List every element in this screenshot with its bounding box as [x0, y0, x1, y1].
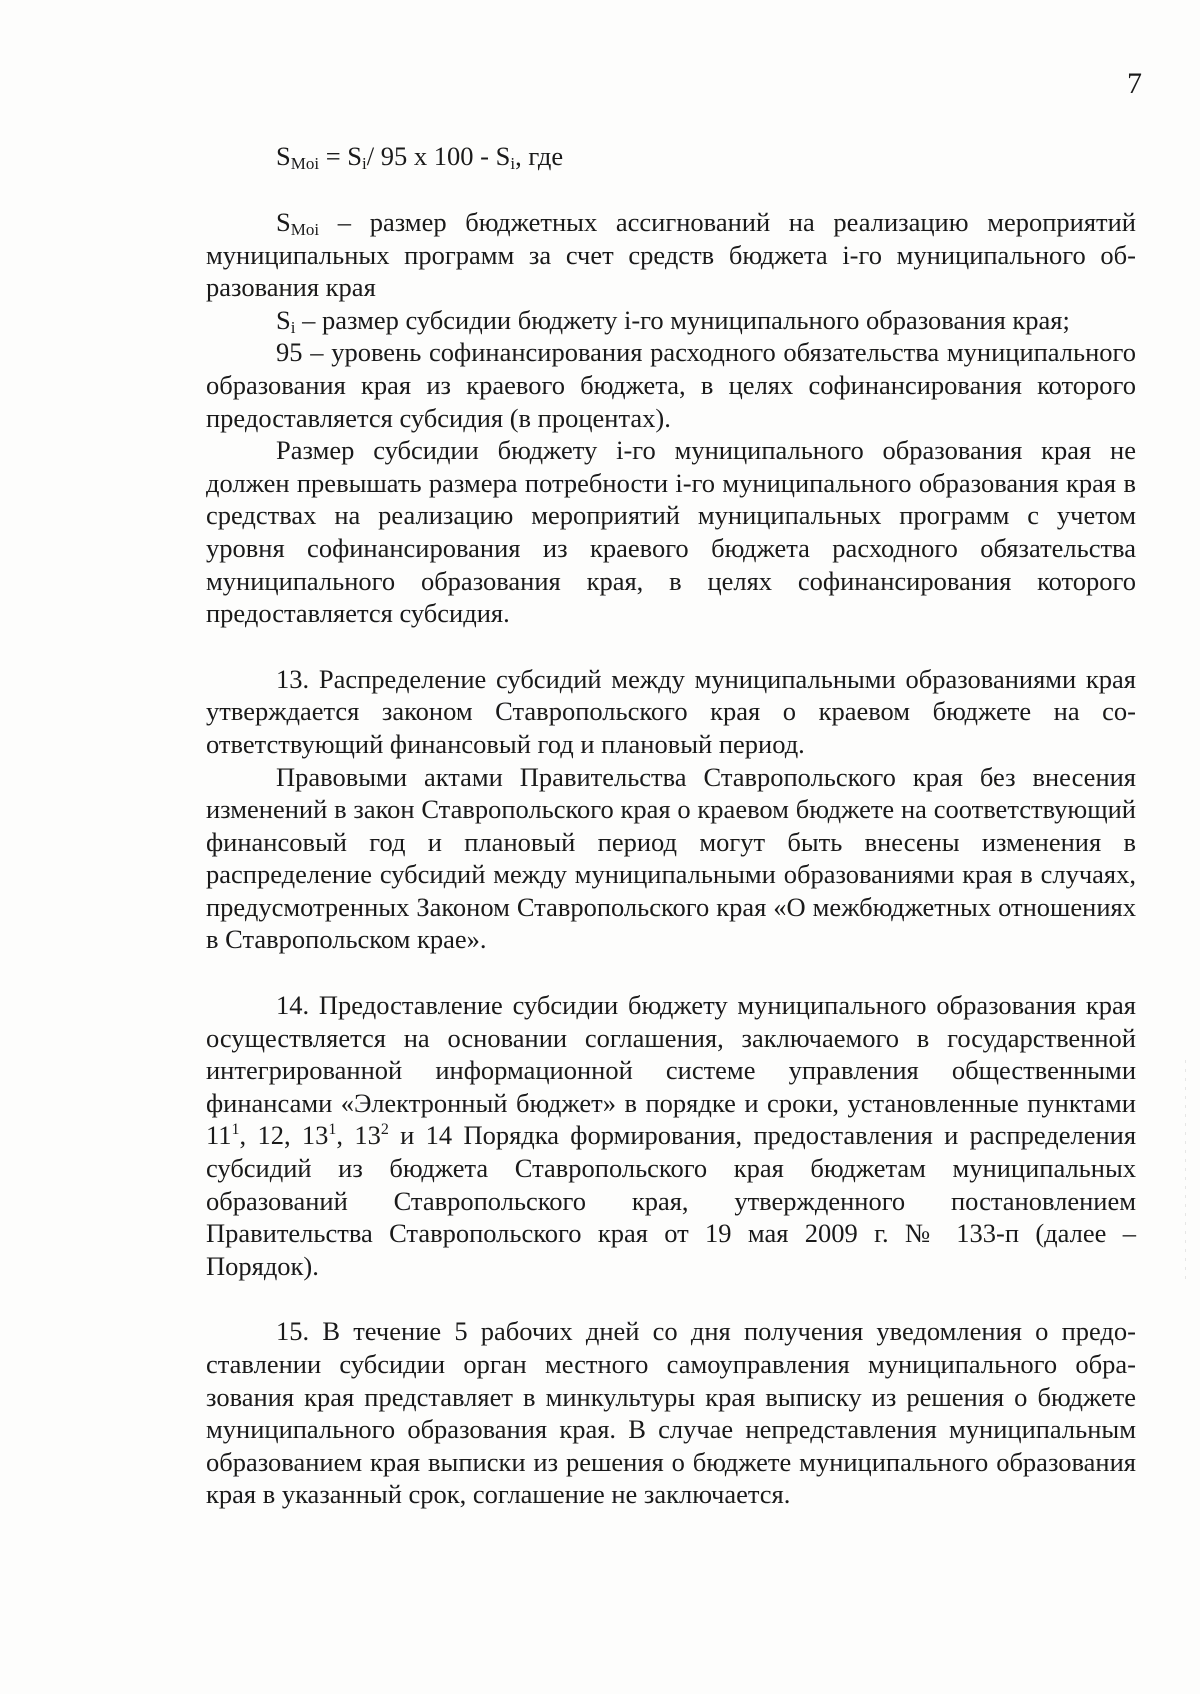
formula-s-symbol: S [276, 141, 291, 171]
paragraph-13: 13. Распределение субсидий между муниципальными образованиями края утверждается законом Ставропольского края о краевом бюджете на соответствующий финансовый год и плановый период. [206, 663, 1136, 759]
scan-artifact [1185, 1060, 1186, 1280]
superscript-11-1: 1 [231, 1121, 240, 1139]
paragraph-15: 15. В течение 5 рабочих дней со дня получения уведомления о предоставлении субсидии орган местного самоуправления муниципального образования края представляет в минкультуры края выписку из решения о бюджете муниципального образования края. В случае непредставления муниципальным образованием края выписки из решения о бюджете муниципального образования края в указанный срок, соглашение не заключается. [206, 1316, 1136, 1510]
page-number: 7 [1127, 67, 1142, 100]
formula-line [276, 140, 1136, 173]
paragraph-14 [206, 989, 1136, 1282]
paragraph-14-part-a: 14. Предоставление субсидии бюджету муниципального образования края осуществляется на основании соглашения, заключаемого в государственной интегрированной информационной системе управления общественными финансами «Электронный бюджет» в порядке и сроки, установленные пунктами 11 [206, 990, 1136, 1151]
definition-smoi [206, 206, 1136, 304]
definition-si-symbol: S [276, 304, 291, 335]
formula-expression: / 95 x 100 - S [366, 141, 511, 171]
paragraph-14-part-b: , 12, 13 [239, 1120, 329, 1151]
formula-si-subscript-2: i [510, 154, 516, 173]
definition-smoi-subscript: Moi [290, 220, 320, 239]
document-body [206, 140, 1136, 1511]
definition-smoi-text: – размер бюджетных ассигнований на реализацию мероприятий муниципальных программ за счет средств бюджета i-го муниципального образования края [206, 207, 1136, 303]
formula-si-subscript: i [362, 154, 367, 173]
paragraph-subsidy-size: Размер субсидии бюджету i-го муниципального образования края не должен превышать размера потребности i-го муниципального образования края в средствах на реализацию мероприятий муниципальных программ с учетом уровня софинансирования из краевого бюджета расходного обязательства муниципального образования края, в целях софинансирования которого предоставляется субсидия. [206, 435, 1136, 629]
formula-tail: , где [515, 141, 564, 171]
definition-si-subscript: i [290, 317, 296, 337]
definition-si [206, 304, 1136, 337]
formula-equals: = S [319, 141, 363, 171]
paragraph-14-part-d: и 14 Порядка формирования, предоставления и распределения субсидий из бюджета Ставропольского края бюджетам муниципальных образований Ставропольского края, утвержденного постановлением Правительства Ставропольского края от 19 мая 2009 г. № 133-п (далее – Порядок). [206, 1120, 1137, 1281]
definition-smoi-symbol: S [276, 207, 291, 237]
definition-95: 95 – уровень софинансирования расходного обязательства муниципального образования края из краевого бюджета, в целях софинансирования которого предоставляется субсидия (в процентах). [206, 337, 1136, 433]
superscript-13-1: 1 [328, 1121, 337, 1139]
paragraph-14-part-c: , 13 [336, 1120, 381, 1151]
definition-si-text: – размер субсидии бюджету i-го муниципального образования края; [295, 304, 1070, 335]
paragraph-13-acts: Правовыми актами Правительства Ставропольского края без внесения изменений в закон Ставропольского края о краевом бюджете на соответствующий финансовый год и плановый период могут быть внесены изменения в распределение субсидий между муниципальными образованиями края в случаях, предусмотренных Законом Ставропольского края «О межбюджетных отношениях в Ставропольском крае». [206, 761, 1136, 955]
formula-s-subscript: Moi [290, 154, 320, 173]
superscript-13-2: 2 [380, 1121, 389, 1139]
